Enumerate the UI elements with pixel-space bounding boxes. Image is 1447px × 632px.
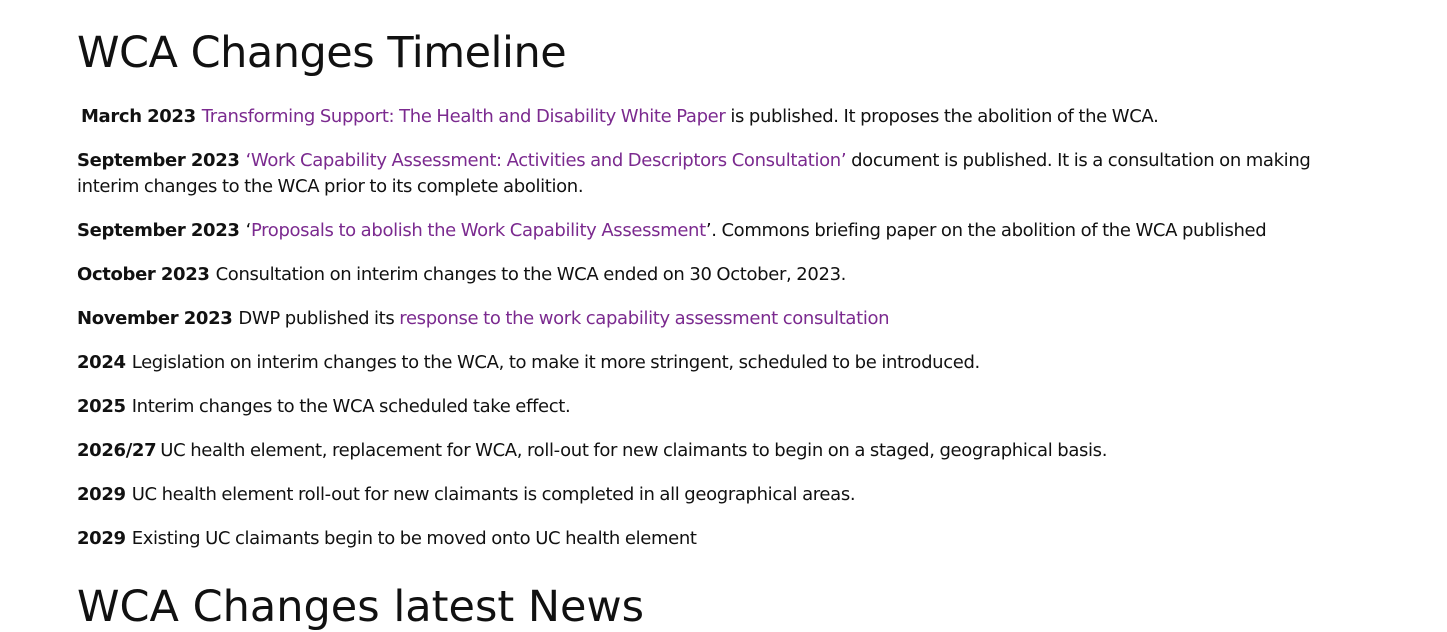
- entry-text: Consultation on interim changes to the WCA ended on 30 October, 2023.: [215, 264, 847, 285]
- entry-date: 2026/27: [77, 440, 157, 461]
- next-section-heading: WCA Changes latest News: [77, 582, 645, 632]
- timeline-entry: [77, 218, 1337, 244]
- entry-date: 2029: [77, 484, 126, 505]
- entry-date: 2025: [77, 396, 126, 417]
- entry-date: 2029: [77, 528, 126, 549]
- entry-date: October 2023: [77, 264, 210, 285]
- consultation-document-link[interactable]: ‘Work Capability Assessment: Activities and Descriptors Consultation’: [245, 150, 847, 171]
- timeline-entry: [77, 526, 1337, 552]
- timeline-entry: [77, 262, 1337, 288]
- entry-text: Legislation on interim changes to the WCA, to make it more stringent, scheduled to be introduced.: [131, 352, 980, 373]
- entry-text-after: document is published. It is a consultation on making interim changes to the WCA prior to its complete abolition.: [77, 150, 1311, 197]
- entry-text-before: ‘: [245, 220, 251, 241]
- timeline-entry: [77, 482, 1337, 508]
- timeline-entry: [77, 394, 1337, 420]
- timeline-entry: [77, 306, 1337, 332]
- timeline-entry: [77, 350, 1337, 376]
- entry-text-after: is published. It proposes the abolition of the WCA.: [725, 106, 1159, 127]
- entry-date: September 2023: [77, 150, 240, 171]
- timeline-entry: [77, 148, 1337, 200]
- entry-date: September 2023: [77, 220, 240, 241]
- page-title: WCA Changes Timeline: [77, 28, 567, 78]
- entry-text: Interim changes to the WCA scheduled take effect.: [131, 396, 571, 417]
- white-paper-link[interactable]: Transforming Support: The Health and Disability White Paper: [201, 106, 726, 127]
- entry-date: 2024: [77, 352, 126, 373]
- briefing-paper-link[interactable]: Proposals to abolish the Work Capability Assessment: [250, 220, 706, 241]
- timeline-entry: [77, 438, 1337, 464]
- consultation-response-link[interactable]: response to the work capability assessment consultation: [399, 308, 890, 329]
- entry-date: November 2023: [77, 308, 233, 329]
- entry-text: Existing UC claimants begin to be moved onto UC health element: [131, 528, 697, 549]
- entry-text: UC health element, replacement for WCA, roll-out for new claimants to begin on a staged, geographical basis.: [160, 440, 1108, 461]
- entry-text-after: ’. Commons briefing paper on the abolition of the WCA published: [705, 220, 1267, 241]
- entry-date: March 2023: [81, 106, 196, 127]
- entry-text-before: DWP published its: [238, 308, 400, 329]
- timeline-entry: [77, 104, 1337, 130]
- entry-text: UC health element roll-out for new claimants is completed in all geographical areas.: [131, 484, 856, 505]
- timeline-list: [77, 104, 1337, 570]
